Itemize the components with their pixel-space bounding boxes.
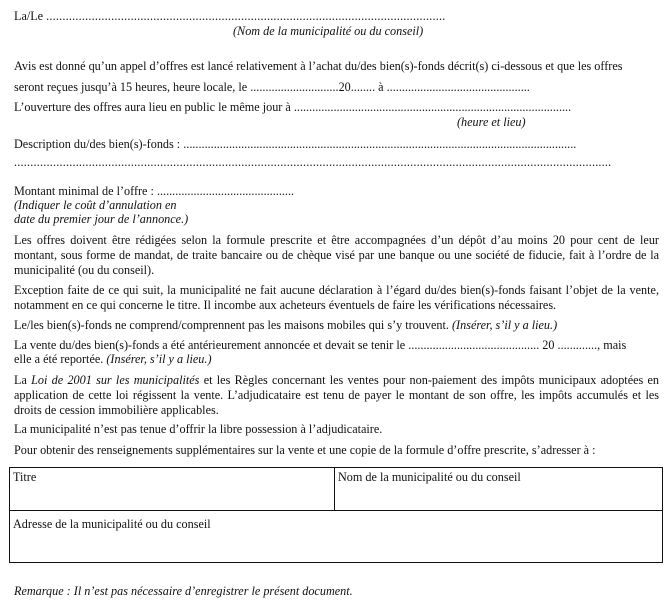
vente-line-2 xyxy=(14,352,212,367)
vente-note: (Insérer, s’il y a lieu.) xyxy=(106,352,212,366)
montant-note-1: (Indiquer le coût d’annulation en xyxy=(14,198,177,212)
loi-post: et les Règles concernant les ventes pour non-paiement des impôts municipaux adoptées en application de cette loi régissent la vente. L’adjudicataire est tenu de payer le montant de son offre, les impôts accumulés et les droits de cession immobilière applicables. xyxy=(14,373,660,417)
loi-title: Loi de 2001 sur les municipalités xyxy=(31,373,200,387)
header-line xyxy=(14,9,446,24)
loi-pre: La xyxy=(14,373,27,387)
montant-note-2: date du premier jour de l’annonce.) xyxy=(14,212,189,226)
maisons-note: (Insérer, s’il y a lieu.) xyxy=(451,318,558,332)
description-dots[interactable]: ........................................................................................................................................................................................ xyxy=(14,155,612,169)
adresse-cell[interactable] xyxy=(9,510,663,563)
titre-cell[interactable] xyxy=(9,467,335,511)
loi-paragraph xyxy=(14,373,659,418)
municipality-name-field[interactable]: ........................................................................................................................... xyxy=(46,9,446,23)
titre-label: Titre xyxy=(13,470,37,484)
ouverture-caption: (heure et lieu) xyxy=(457,115,526,129)
nom-label: Nom de la municipalité ou du conseil xyxy=(338,470,521,484)
montant-line: Montant minimal de l’offre : ............................................. xyxy=(14,184,295,198)
adresse-label: Adresse de la municipalité ou du conseil xyxy=(13,517,211,531)
avis-line-2: seront reçues jusqu’à 15 heures, heure locale, le .............................20........ à ............................................... xyxy=(14,80,530,94)
description-line: Description du/des bien(s)-fonds : ................................................................................................................................. xyxy=(14,137,577,151)
remarque-note: Remarque : Il n’est pas nécessaire d’enregistrer le présent document. xyxy=(14,584,353,598)
renseignements-paragraph: Pour obtenir des renseignements supplémentaires sur la vente et une copie de la formule d’offre prescrite, s’adresser à : xyxy=(14,443,596,457)
la-le-label: La/Le xyxy=(14,9,44,23)
ouverture-line: L’ouverture des offres aura lieu en public le même jour à ........................................................................................... xyxy=(14,100,572,114)
offres-paragraph: Les offres doivent être rédigées selon la formule prescrite et être accompagnées d’un dépôt d’au moins 20 pour cent de leur montant, sous forme de mandat, de traite bancaire ou de chèque visé par une banque ou une société de fiducie, fait à l’ordre de la municipalité (ou du conseil). xyxy=(14,233,659,277)
exception-paragraph: Exception faite de ce qui suit, la municipalité ne fait aucune déclaration à l’égard du/des bien(s)-fonds faisant l’objet de la vente, notamment en ce qui concerne le titre. Il incombe aux acheteurs éventuels de faire les vérifications nécessaires. xyxy=(14,283,659,312)
avis-line-1: Avis est donné qu’un appel d’offres est lancé relativement à l’achat du/des bien(s)-fonds décrit(s) ci-dessous et que les offres xyxy=(14,59,623,73)
maisons-paragraph xyxy=(14,318,557,333)
vente-line-1: La vente du/des bien(s)-fonds a été antérieurement annoncée et devait se tenir le ........................................... 20 ............., mais xyxy=(14,338,627,352)
municipality-caption: (Nom de la municipalité ou du conseil) xyxy=(233,24,424,38)
nom-cell[interactable] xyxy=(334,467,663,511)
possession-paragraph: La municipalité n’est pas tenue d’offrir la libre possession à l’adjudicataire. xyxy=(14,422,383,436)
maisons-text: Le/les bien(s)-fonds ne comprend/comprennent pas les maisons mobiles qui s’y trouvent. xyxy=(14,318,449,332)
vente-text: elle a été reportée. xyxy=(14,352,104,366)
